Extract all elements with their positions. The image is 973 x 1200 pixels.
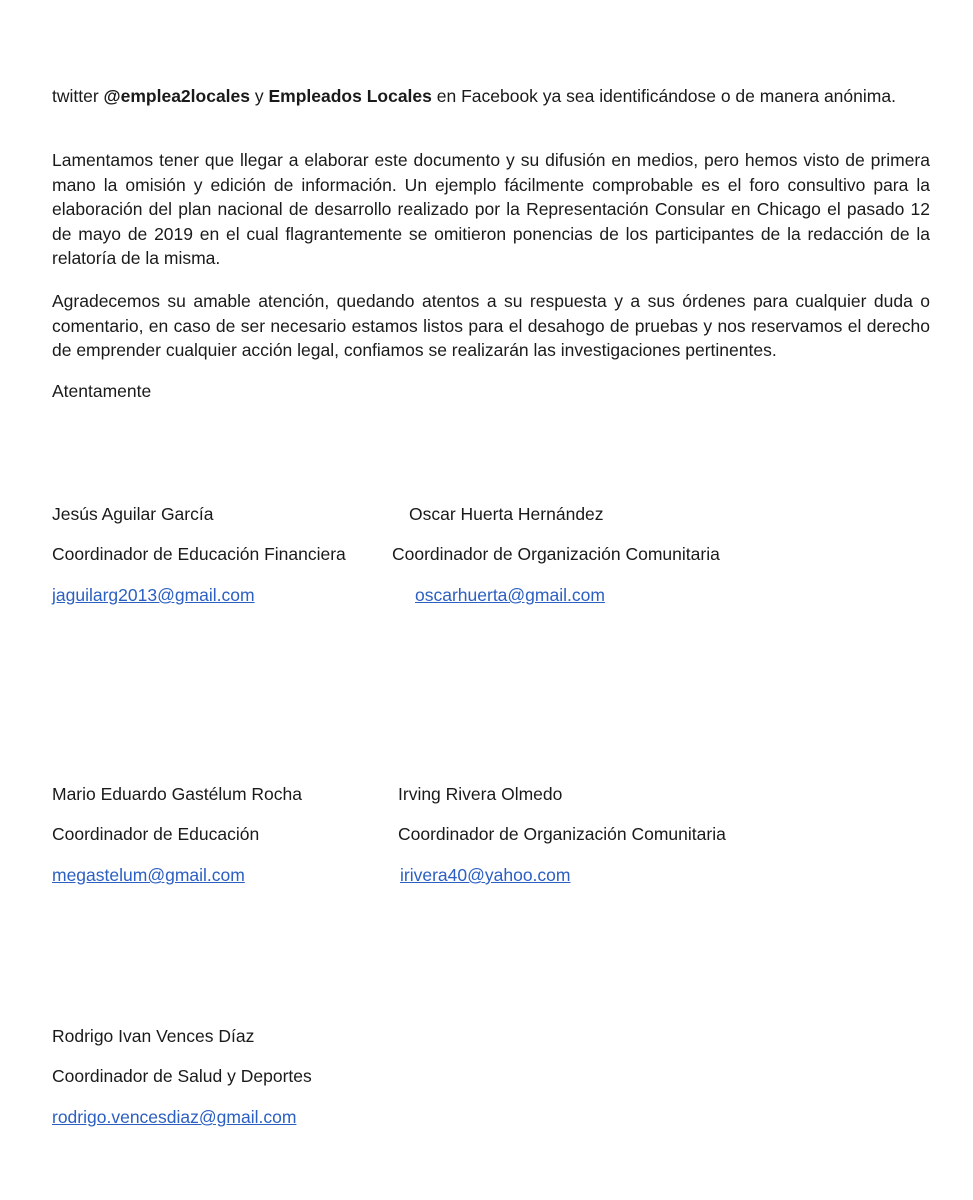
signatory-name: Jesús Aguilar García	[52, 504, 214, 524]
signatory-role: Coordinador de Organización Comunitaria	[398, 824, 726, 844]
paragraph-text: y	[250, 86, 269, 106]
twitter-handle: @emplea2locales	[103, 86, 250, 106]
signatory-email-link[interactable]: megastelum@gmail.com	[52, 865, 245, 885]
signatory-name: Irving Rivera Olmedo	[398, 784, 563, 804]
signatory-name: Rodrigo Ivan Vences Díaz	[52, 1026, 255, 1046]
closing-salutation: Atentamente	[52, 381, 152, 401]
signatory-role: Coordinador de Educación	[52, 824, 260, 844]
signatory-email-link[interactable]: rodrigo.vencesdiaz@gmail.com	[52, 1107, 297, 1127]
signatory-email-link[interactable]: oscarhuerta@gmail.com	[415, 585, 605, 605]
signatory-name: Mario Eduardo Gastélum Rocha	[52, 784, 302, 804]
signatory-role: Coordinador de Organización Comunitaria	[392, 544, 720, 564]
facebook-page-name: Empleados Locales	[268, 86, 432, 106]
signatory-role: Coordinador de Educación Financiera	[52, 544, 346, 564]
signatory-email-link[interactable]: irivera40@yahoo.com	[400, 865, 571, 885]
signatory-email-link[interactable]: jaguilarg2013@gmail.com	[52, 585, 255, 605]
paragraph-complaint: Lamentamos tener que llegar a elaborar este documento y su difusión en medios, pero hemos visto de primera mano la omisión y edición de información. Un ejemplo fácilmente comprobable es el foro consultivo para la elaboración del plan nacional de desarrollo realizado por la Representación Consular en Chicago el pasado 12 de mayo de 2019 en el cual flagrantemente se omitieron ponencias de los participantes de la redacción de la relatoría de la misma.	[52, 150, 930, 268]
paragraph-thanks: Agradecemos su amable atención, quedando atentos a su respuesta y a sus órdenes para cualquier duda o comentario, en caso de ser necesario estamos listos para el desahogo de pruebas y nos reservamos el derecho de emprender cualquier acción legal, confiamos se realizarán las investigaciones pertinentes.	[52, 291, 930, 360]
paragraph-text: en Facebook ya sea identificándose o de manera anónima.	[431, 86, 896, 106]
signatory-role: Coordinador de Salud y Deportes	[52, 1066, 312, 1086]
signatory-name: Oscar Huerta Hernández	[409, 504, 604, 524]
paragraph-text: twitter	[52, 86, 104, 106]
paragraph-social-media	[52, 84, 930, 109]
